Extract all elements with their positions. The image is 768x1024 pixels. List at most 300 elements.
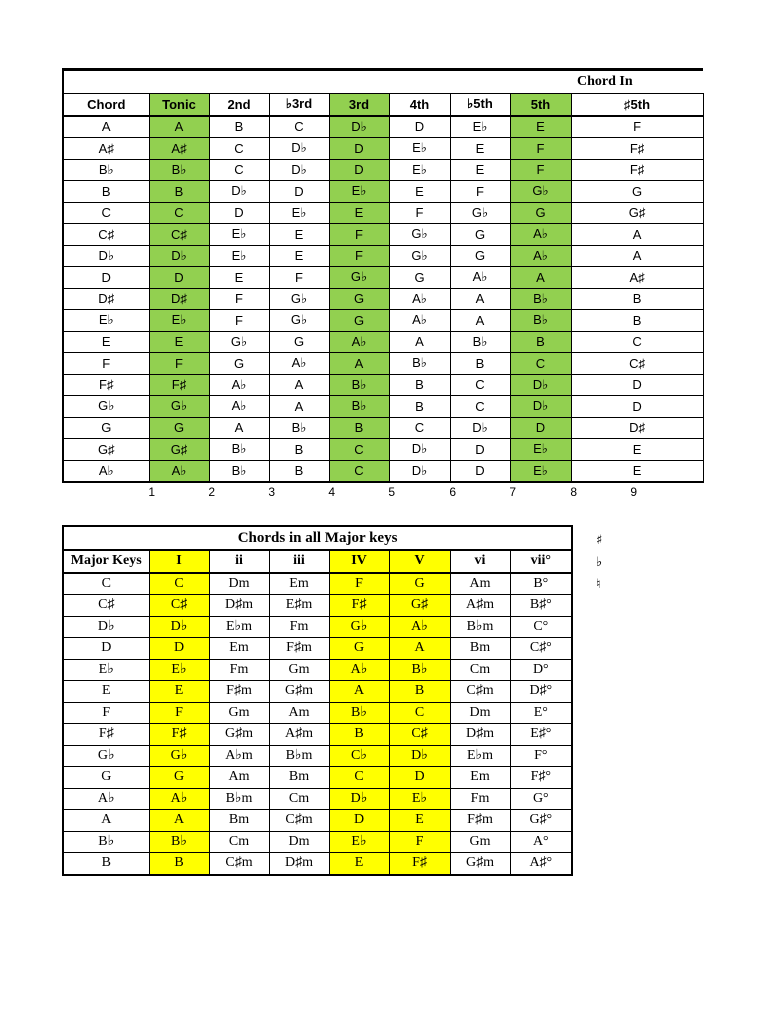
table-cell: A xyxy=(63,116,149,138)
table-cell: G♭ xyxy=(269,310,329,332)
table-cell: A♭m xyxy=(209,745,269,767)
table-row xyxy=(63,181,703,203)
table-cell: D♯ xyxy=(571,417,703,439)
table-cell: C♯ xyxy=(149,224,209,246)
table-row xyxy=(63,267,703,289)
table-cell: G♯ xyxy=(389,595,450,617)
table-cell: A♯ xyxy=(571,267,703,289)
table-cell: E♭m xyxy=(450,745,510,767)
table-cell: Cm xyxy=(209,831,269,853)
table-cell: E xyxy=(269,224,329,246)
table-cell: B♭ xyxy=(63,159,149,181)
table-cell: C xyxy=(149,573,209,595)
table-cell: C xyxy=(389,417,450,439)
table-cell: A♭ xyxy=(269,353,329,375)
table-cell: D♭ xyxy=(329,116,389,138)
table-cell: B♭ xyxy=(329,374,389,396)
table-cell: D xyxy=(63,267,149,289)
column-header: ♭3rd xyxy=(269,94,329,116)
table-cell: Bm xyxy=(269,767,329,789)
table-cell: B♭ xyxy=(450,331,510,353)
table-cell: D♭ xyxy=(149,616,209,638)
column-header: 2nd xyxy=(209,94,269,116)
table-cell: A xyxy=(209,417,269,439)
table-cell: C♭ xyxy=(329,745,389,767)
table-cell: E xyxy=(329,202,389,224)
column-number: 5 xyxy=(388,485,395,499)
table-cell: D xyxy=(209,202,269,224)
table-cell: A♭ xyxy=(389,310,450,332)
table-cell: B xyxy=(209,116,269,138)
table-row xyxy=(63,638,572,660)
table-cell: E xyxy=(63,331,149,353)
table-cell: Dm xyxy=(450,702,510,724)
table-cell: A♭ xyxy=(450,267,510,289)
table-cell: A♯° xyxy=(510,853,572,875)
table-cell: B xyxy=(571,310,703,332)
table-cell: B♭ xyxy=(329,396,389,418)
table-cell: A xyxy=(269,374,329,396)
table-cell: A° xyxy=(510,831,572,853)
column-header: ♭5th xyxy=(450,94,510,116)
table-cell: B xyxy=(329,724,389,746)
table-row xyxy=(63,288,703,310)
sharp-symbol: ♯ xyxy=(596,533,603,548)
table-row xyxy=(63,767,572,789)
table-cell: D♭ xyxy=(510,374,571,396)
table-cell: G♭ xyxy=(510,181,571,203)
table-cell: A♯m xyxy=(269,724,329,746)
table-cell: C° xyxy=(510,616,572,638)
table-cell: A xyxy=(63,810,149,832)
table-cell: E♭ xyxy=(63,310,149,332)
table-cell: A xyxy=(329,353,389,375)
table-cell: G♭ xyxy=(329,267,389,289)
column-header: 5th xyxy=(510,94,571,116)
table-cell: D xyxy=(571,396,703,418)
table-cell: B xyxy=(571,288,703,310)
table-cell: Am xyxy=(209,767,269,789)
table-cell: Cm xyxy=(450,659,510,681)
table-cell: A xyxy=(389,638,450,660)
chord-intervals-table xyxy=(62,68,704,483)
column-header: Major Keys xyxy=(63,550,149,573)
table-cell: B xyxy=(329,417,389,439)
table-cell: E♭ xyxy=(389,159,450,181)
column-header: 3rd xyxy=(329,94,389,116)
table-cell: G♯m xyxy=(450,853,510,875)
table-cell: G xyxy=(209,353,269,375)
table-cell: C xyxy=(389,702,450,724)
table-row xyxy=(63,310,703,332)
table-cell: G♭ xyxy=(149,396,209,418)
table-cell: B xyxy=(269,460,329,482)
table-cell: D xyxy=(389,767,450,789)
table-cell: A♭ xyxy=(329,331,389,353)
table-cell: D♯° xyxy=(510,681,572,703)
table-cell: A♭ xyxy=(149,460,209,482)
table-cell: B♭m xyxy=(450,616,510,638)
table-cell: E♭ xyxy=(510,439,571,461)
table-cell: B xyxy=(63,181,149,203)
table-cell: A xyxy=(571,245,703,267)
table-cell: E xyxy=(149,681,209,703)
table-cell: D♭ xyxy=(389,460,450,482)
table-cell: E° xyxy=(510,702,572,724)
table-cell: D♯ xyxy=(63,288,149,310)
table-cell: G♭ xyxy=(149,745,209,767)
table-row xyxy=(63,374,703,396)
table-cell: D♯m xyxy=(209,595,269,617)
table-cell: D♭ xyxy=(329,788,389,810)
table-cell: Dm xyxy=(209,573,269,595)
table-cell: C♯° xyxy=(510,638,572,660)
table-cell: A♭ xyxy=(389,288,450,310)
table-cell: D♭ xyxy=(269,138,329,160)
table-cell: F xyxy=(510,138,571,160)
table-cell: D♯ xyxy=(149,288,209,310)
table-cell: E♭ xyxy=(389,138,450,160)
table-cell: F♯° xyxy=(510,767,572,789)
table-cell: E xyxy=(209,267,269,289)
table-cell: F xyxy=(329,224,389,246)
table-cell: B♭ xyxy=(389,353,450,375)
column-number: 8 xyxy=(570,485,577,499)
table-cell: A♯ xyxy=(63,138,149,160)
table-row xyxy=(63,853,572,875)
table-cell: A♭ xyxy=(63,788,149,810)
table-row xyxy=(63,745,572,767)
table-cell: F♯ xyxy=(63,724,149,746)
major-table-title: Chords in all Major keys xyxy=(63,526,572,550)
table-cell: C xyxy=(329,767,389,789)
table-cell: E♭ xyxy=(510,460,571,482)
table-cell: E♭ xyxy=(209,245,269,267)
table-row xyxy=(63,202,703,224)
table-cell: G♯m xyxy=(209,724,269,746)
column-number: 2 xyxy=(208,485,215,499)
table-cell: C xyxy=(329,439,389,461)
column-header: vi xyxy=(450,550,510,573)
table-cell: Cm xyxy=(269,788,329,810)
table-row xyxy=(63,224,703,246)
table-cell: E♯° xyxy=(510,724,572,746)
table-row xyxy=(63,159,703,181)
table-cell: B° xyxy=(510,573,572,595)
table-cell: E xyxy=(329,853,389,875)
table-cell: Fm xyxy=(209,659,269,681)
table-cell: B♭ xyxy=(389,659,450,681)
table-cell: E♭ xyxy=(329,831,389,853)
table-row xyxy=(63,595,572,617)
column-header: vii° xyxy=(510,550,572,573)
table-cell: E xyxy=(149,331,209,353)
table-cell: G xyxy=(389,573,450,595)
column-number: 6 xyxy=(449,485,456,499)
table-cell: G♭ xyxy=(63,396,149,418)
column-header: IV xyxy=(329,550,389,573)
table-cell: E♭ xyxy=(450,116,510,138)
table-cell: F xyxy=(329,245,389,267)
table-cell: D♭ xyxy=(149,245,209,267)
table-cell: Dm xyxy=(269,831,329,853)
table-cell: A xyxy=(450,310,510,332)
table-cell: F xyxy=(510,159,571,181)
table-cell: D xyxy=(329,138,389,160)
table-cell: C xyxy=(149,202,209,224)
table-cell: E xyxy=(450,159,510,181)
table-row xyxy=(63,353,703,375)
table-cell: D♭ xyxy=(63,245,149,267)
table-cell: A♭ xyxy=(329,659,389,681)
table-cell: D♭ xyxy=(389,745,450,767)
table-cell: F♯m xyxy=(269,638,329,660)
table-cell: G♭ xyxy=(329,616,389,638)
column-header: Tonic xyxy=(149,94,209,116)
table-cell: D xyxy=(269,181,329,203)
table-cell: F♯ xyxy=(149,724,209,746)
table-cell: E♭m xyxy=(209,616,269,638)
table-cell: A xyxy=(269,396,329,418)
accidental-symbols xyxy=(596,530,602,596)
table-cell: E♭ xyxy=(269,202,329,224)
table-cell: F xyxy=(389,831,450,853)
table-cell: G xyxy=(63,417,149,439)
table-cell: B♭m xyxy=(269,745,329,767)
table-row xyxy=(63,417,703,439)
table-cell: G♯m xyxy=(269,681,329,703)
table-cell: A xyxy=(571,224,703,246)
table-cell: F♯m xyxy=(209,681,269,703)
table-cell: C xyxy=(329,460,389,482)
table-cell: F xyxy=(571,116,703,138)
table-cell: G xyxy=(450,224,510,246)
table-cell: G xyxy=(329,638,389,660)
table-cell: D xyxy=(329,159,389,181)
table-cell: G♭ xyxy=(389,224,450,246)
table-cell: G♯ xyxy=(571,202,703,224)
table-cell: C xyxy=(510,353,571,375)
table-cell: A♭ xyxy=(510,224,571,246)
table-cell: A xyxy=(510,267,571,289)
table-cell: F♯ xyxy=(571,159,703,181)
table-cell: B xyxy=(389,374,450,396)
table-cell: G♭ xyxy=(450,202,510,224)
table-row xyxy=(63,788,572,810)
table-cell: F♯ xyxy=(63,374,149,396)
table-cell: B♭ xyxy=(209,439,269,461)
table-cell: A♯ xyxy=(149,138,209,160)
table-cell: G xyxy=(63,767,149,789)
table-cell: Fm xyxy=(269,616,329,638)
table-cell: E xyxy=(510,116,571,138)
table-row xyxy=(63,138,703,160)
chord-table-title: Chord In xyxy=(63,70,703,94)
table-row xyxy=(63,573,572,595)
table-cell: B xyxy=(63,853,149,875)
table-cell: C xyxy=(269,116,329,138)
table-row xyxy=(63,460,703,482)
column-number-row xyxy=(62,485,702,501)
table-cell: B xyxy=(450,353,510,375)
table-cell: D xyxy=(389,116,450,138)
table-cell: D♭ xyxy=(389,439,450,461)
table-cell: F xyxy=(63,702,149,724)
table-cell: F xyxy=(389,202,450,224)
table-cell: A xyxy=(149,116,209,138)
column-header: ♯5th xyxy=(571,94,703,116)
column-header: iii xyxy=(269,550,329,573)
table-cell: E xyxy=(389,810,450,832)
table-cell: D xyxy=(571,374,703,396)
table-cell: B♭ xyxy=(149,159,209,181)
major-keys-chords-table xyxy=(62,525,573,876)
column-number: 9 xyxy=(630,485,637,499)
table-cell: B♭ xyxy=(269,417,329,439)
table-cell: E♭ xyxy=(149,310,209,332)
column-number: 3 xyxy=(268,485,275,499)
column-header: V xyxy=(389,550,450,573)
column-header: I xyxy=(149,550,209,573)
flat-symbol: ♭ xyxy=(596,555,603,570)
table-row xyxy=(63,724,572,746)
table-cell: B xyxy=(149,181,209,203)
table-cell: A♭ xyxy=(149,788,209,810)
table-cell: G xyxy=(269,331,329,353)
table-cell: G xyxy=(149,417,209,439)
table-cell: D xyxy=(450,439,510,461)
table-cell: B xyxy=(149,853,209,875)
table-cell: C♯ xyxy=(63,595,149,617)
table-cell: G° xyxy=(510,788,572,810)
table-cell: B xyxy=(389,396,450,418)
table-cell: A xyxy=(389,331,450,353)
table-cell: E♭ xyxy=(329,181,389,203)
table-cell: E♭ xyxy=(63,659,149,681)
table-row xyxy=(63,116,703,138)
table-cell: Em xyxy=(269,573,329,595)
table-cell: Gm xyxy=(450,831,510,853)
table-cell: Bm xyxy=(209,810,269,832)
table-cell: Em xyxy=(209,638,269,660)
table-cell: G xyxy=(329,288,389,310)
table-cell: B♭ xyxy=(510,288,571,310)
table-cell: E♭ xyxy=(209,224,269,246)
table-cell: E xyxy=(63,681,149,703)
table-cell: G xyxy=(450,245,510,267)
table-cell: Bm xyxy=(450,638,510,660)
table-cell: B♭ xyxy=(329,702,389,724)
table-cell: B xyxy=(510,331,571,353)
table-cell: F♯ xyxy=(389,853,450,875)
column-number: 4 xyxy=(328,485,335,499)
table-cell: Em xyxy=(450,767,510,789)
table-cell: C xyxy=(450,374,510,396)
table-cell: D xyxy=(510,417,571,439)
table-cell: Am xyxy=(269,702,329,724)
table-cell: G♭ xyxy=(63,745,149,767)
chord-intervals-table-container xyxy=(62,68,651,508)
table-cell: F xyxy=(149,353,209,375)
table-cell: D♯m xyxy=(450,724,510,746)
table-cell: B♭ xyxy=(209,460,269,482)
table-cell: A♭ xyxy=(209,374,269,396)
table-cell: F♯m xyxy=(450,810,510,832)
table-cell: G xyxy=(389,267,450,289)
table-cell: A♭ xyxy=(63,460,149,482)
table-cell: E xyxy=(389,181,450,203)
table-cell: C♯m xyxy=(269,810,329,832)
table-cell: B♯° xyxy=(510,595,572,617)
table-cell: F♯ xyxy=(571,138,703,160)
table-cell: E xyxy=(571,460,703,482)
table-row xyxy=(63,659,572,681)
table-cell: E♭ xyxy=(149,659,209,681)
table-cell: C♯ xyxy=(149,595,209,617)
table-cell: G♭ xyxy=(269,288,329,310)
table-row xyxy=(63,681,572,703)
table-cell: F♯ xyxy=(149,374,209,396)
table-cell: C♯m xyxy=(450,681,510,703)
table-cell: B xyxy=(389,681,450,703)
table-cell: A♭ xyxy=(510,245,571,267)
column-header: 4th xyxy=(389,94,450,116)
column-number: 7 xyxy=(509,485,516,499)
table-row xyxy=(63,831,572,853)
table-row xyxy=(63,439,703,461)
table-cell: B♭ xyxy=(510,310,571,332)
table-cell: A xyxy=(149,810,209,832)
table-row xyxy=(63,810,572,832)
table-cell: D♭ xyxy=(63,616,149,638)
column-header: Chord xyxy=(63,94,149,116)
table-cell: C xyxy=(450,396,510,418)
table-cell: F xyxy=(209,310,269,332)
table-cell: G xyxy=(329,310,389,332)
table-row xyxy=(63,616,572,638)
table-row xyxy=(63,245,703,267)
table-cell: D♭ xyxy=(209,181,269,203)
column-number: 1 xyxy=(148,485,155,499)
table-cell: C♯ xyxy=(63,224,149,246)
table-cell: A♭ xyxy=(389,616,450,638)
table-cell: F xyxy=(63,353,149,375)
table-cell: C xyxy=(209,138,269,160)
table-cell: D xyxy=(149,267,209,289)
table-cell: C♯ xyxy=(389,724,450,746)
table-cell: E xyxy=(450,138,510,160)
column-header: ii xyxy=(209,550,269,573)
natural-symbol: ♮ xyxy=(596,577,601,592)
table-cell: F° xyxy=(510,745,572,767)
table-cell: G♯° xyxy=(510,810,572,832)
major-keys-table-container xyxy=(62,525,573,876)
table-cell: F xyxy=(149,702,209,724)
table-cell: B♭m xyxy=(209,788,269,810)
table-cell: F xyxy=(269,267,329,289)
table-row xyxy=(63,331,703,353)
table-cell: G♯ xyxy=(63,439,149,461)
table-cell: F xyxy=(450,181,510,203)
table-cell: G♯ xyxy=(149,439,209,461)
table-cell: D♯m xyxy=(269,853,329,875)
table-cell: C xyxy=(63,202,149,224)
table-cell: C xyxy=(63,573,149,595)
table-cell: F♯ xyxy=(329,595,389,617)
table-cell: B♭ xyxy=(63,831,149,853)
table-cell: Gm xyxy=(209,702,269,724)
table-cell: B♭ xyxy=(149,831,209,853)
